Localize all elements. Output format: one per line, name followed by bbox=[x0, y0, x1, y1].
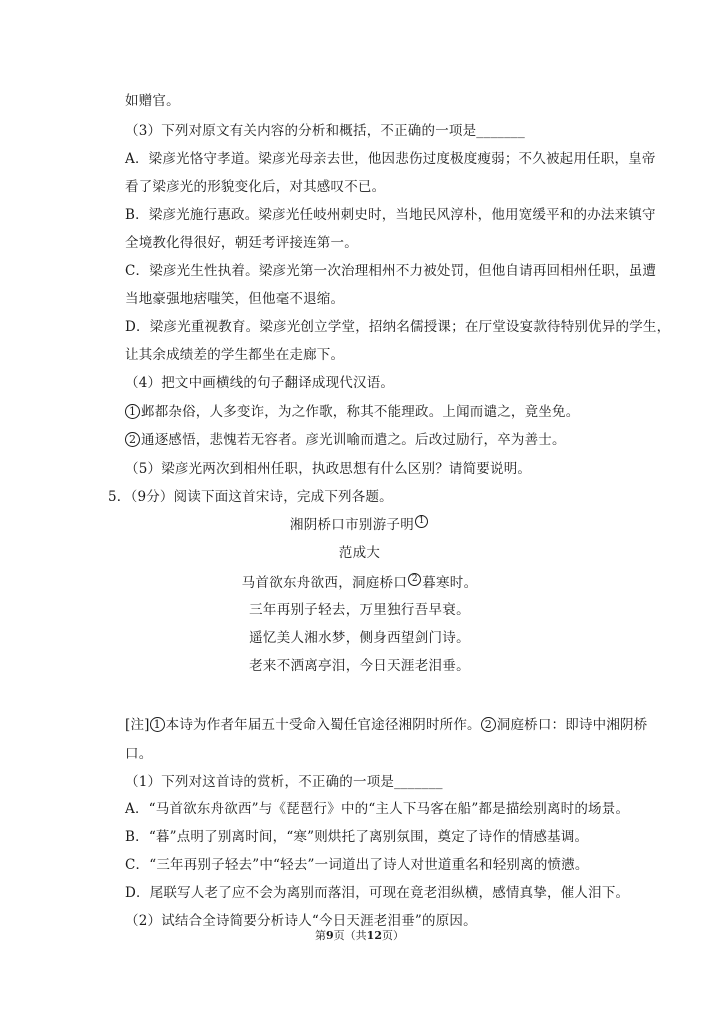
poem-author: 范成大 bbox=[338, 545, 381, 561]
option-b-line2: 全境教化得很好，朝廷考评接连第一。 bbox=[125, 235, 358, 251]
poem-line-2: 三年再别子轻去，万里独行吾早衰。 bbox=[249, 602, 470, 618]
poem-option-c: C．“三年再别子轻去”中“轻去”一词道出了诗人对世道重名和轻别离的愤懑。 bbox=[125, 857, 589, 873]
poem-line-3: 遥忆美人湘水梦，侧身西望剑门诗。 bbox=[249, 630, 470, 646]
poem-line-1-part-a: 马首欲东舟欲西，洞庭桥口 bbox=[241, 575, 408, 591]
footer-post: 页） bbox=[381, 929, 404, 942]
poem-note bbox=[125, 716, 647, 734]
circled-number: 2 bbox=[481, 717, 496, 732]
poem-option-a: A．“马首欲东舟欲西”与《琵琶行》中的“主人下马客在船”都是描绘别离时的场景。 bbox=[125, 801, 630, 817]
poem-option-b: B．“暮”点明了别离时间，“寒”则烘托了离别氛围，奠定了诗作的情感基调。 bbox=[125, 829, 589, 845]
note-text-1: 本诗为作者年届五十受命入蜀任官途径湘阴时所作。 bbox=[165, 717, 481, 733]
poem-line-1-part-b: 暮寒时。 bbox=[422, 575, 478, 591]
footnote-mark: 2 bbox=[408, 573, 421, 586]
poem-title-text: 湘阴桥口市别游子明 bbox=[289, 517, 415, 533]
translation-text-2: 通逐感悟，悲愧若无容者。彦光训喻而遣之。后改过励行，卒为善士。 bbox=[141, 432, 566, 448]
poem-line-1 bbox=[0, 573, 719, 592]
poem-line-4: 老来不洒离亭泪，今日天涯老泪垂。 bbox=[249, 658, 470, 674]
note-text-2: 洞庭桥口：即诗中湘阴桥 bbox=[496, 717, 648, 733]
circled-number: 1 bbox=[125, 404, 140, 419]
question-3-stem: （3）下列对原文有关内容的分析和概括，不正确的一项是_______ bbox=[125, 123, 525, 139]
option-c-line1: C．梁彦光生性执着。梁彦光第一次治理相州不力被处罚，但他自请再回相州任职，虽遭 bbox=[125, 263, 657, 279]
poem-title bbox=[0, 515, 719, 534]
option-d-line1: D．梁彦光重视教育。梁彦光创立学堂，招纳名儒授课；在厅堂设宴款待特别优异的学生， bbox=[125, 319, 671, 335]
footnote-mark: 1 bbox=[415, 515, 428, 528]
poem-note-continued: 口。 bbox=[125, 746, 153, 762]
page-number: 9 bbox=[326, 929, 334, 942]
question-5-stem: （5）梁彦光两次到相州任职，执政思想有什么区别？请简要说明。 bbox=[125, 461, 532, 477]
option-a-line2: 看了梁彦光的形貌变化后，对其感叹不已。 bbox=[125, 179, 386, 195]
poem-question-1-stem: （1）下列对这首诗的赏析，不正确的一项是_______ bbox=[125, 774, 443, 790]
option-b-line1: B．梁彦光施行惠政。梁彦光任岐州刺史时，当地民风淳朴，他用宽缓平和的办法来镇守 bbox=[125, 207, 656, 223]
passage-tail: 如赠官。 bbox=[125, 93, 180, 109]
footer-pre: 第 bbox=[315, 929, 327, 942]
poem-question-2-stem: （2）试结合全诗简要分析诗人“今日天涯老泪垂”的原因。 bbox=[125, 913, 477, 929]
circled-number: 1 bbox=[150, 717, 165, 732]
footer-mid: 页（共 bbox=[333, 929, 367, 942]
option-a-line1: A．梁彦光恪守孝道。梁彦光母亲去世，他因悲伤过度极度瘦弱；不久被起用任职，皇帝 bbox=[125, 151, 656, 167]
translation-item-1 bbox=[125, 403, 579, 421]
option-c-line2: 当地豪强地痞嗤笑，但他毫不退缩。 bbox=[125, 291, 345, 307]
translation-item-2 bbox=[125, 431, 566, 449]
option-d-line2: 让其余成绩差的学生都坐在走廊下。 bbox=[125, 347, 345, 363]
page-footer bbox=[0, 929, 719, 943]
note-prefix: [注] bbox=[125, 717, 150, 733]
question-4-stem: （4）把文中画横线的句子翻译成现代汉语。 bbox=[125, 375, 395, 391]
circled-number: 2 bbox=[125, 432, 140, 447]
total-pages: 12 bbox=[366, 929, 382, 942]
translation-text-1: 邺都杂俗，人多变诈，为之作歌，称其不能理政。上闻而谴之，竟坐免。 bbox=[141, 404, 580, 420]
section-5-heading: 5．（9分）阅读下面这首宋诗，完成下列各题。 bbox=[108, 489, 393, 505]
poem-option-d: D．尾联写人老了应不会为离别而落泪，可现在竟老泪纵横，感情真挚，催人泪下。 bbox=[125, 885, 630, 901]
